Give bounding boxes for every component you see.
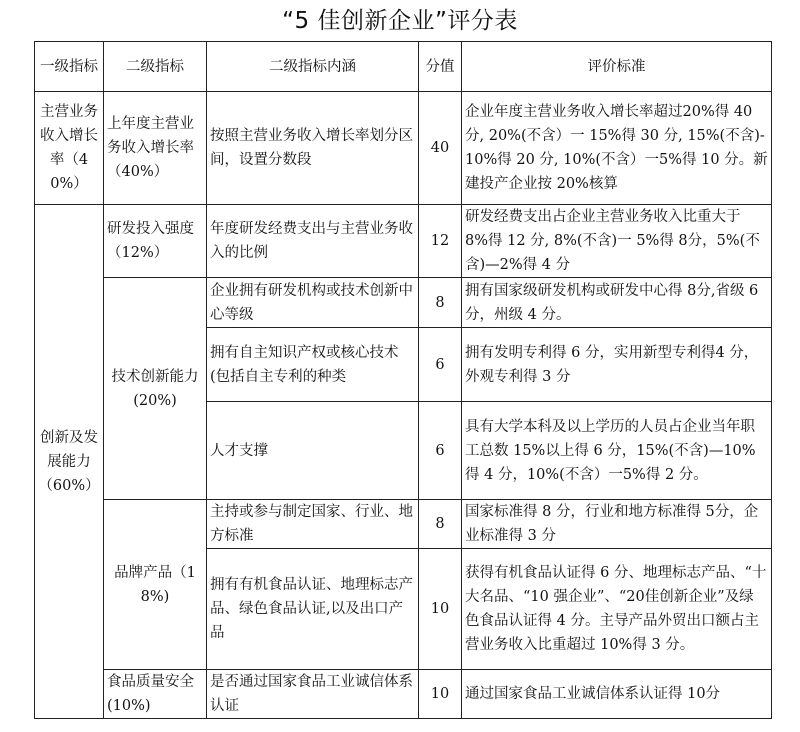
row-standard: 研发经费支出占企业主营业务收入比重大于 8%得 12 分, 8%(不含)一 5%得 8分，5%(不含)—2%得 4 分 [462, 205, 772, 278]
row-standard: 拥有发明专利得 6 分，实用新型专利得4 分，外观专利得 3 分 [462, 328, 772, 402]
sub-food-safety: 食品质量安全(10%) [104, 670, 207, 719]
row-score: 8 [419, 278, 462, 328]
row-standard: 企业年度主营业务收入增长率超过20%得 40 分, 20%(不含）一 15%得 30 分, 15%(不含)-10%得 20 分, 10%(不含）一5%得 10 分。新建投产企业按 20%核算 [462, 92, 772, 205]
row-standard: 通过国家食品工业诚信体系认证得 10分 [462, 670, 772, 719]
sub-tech-innovation: 技术创新能力(20%) [104, 278, 207, 500]
table-row [35, 92, 772, 205]
row-score: 12 [419, 205, 462, 278]
group-innovation: 创新及发展能力（60%） [35, 205, 104, 719]
header-content: 二级指标内涵 [207, 42, 419, 92]
sub-rd-intensity: 研发投入强度（12%） [104, 205, 207, 278]
table-row [35, 205, 772, 278]
sub-prev-year-growth: 上年度主营业务收入增长率（40%） [104, 92, 207, 205]
row-score: 10 [419, 549, 462, 670]
row-content: 主持或参与制定国家、行业、地方标准 [207, 500, 419, 549]
row-content: 年度研发经费支出与主营业务收入的比例 [207, 205, 419, 278]
sub-brand: 品牌产品（18%) [104, 500, 207, 670]
row-score: 6 [419, 402, 462, 500]
table-header-row [35, 42, 772, 92]
row-standard: 拥有国家级研发机构或研发中心得 8分,省级 6 分，州级 4 分。 [462, 278, 772, 328]
row-content: 人才支撑 [207, 402, 419, 500]
table-row [35, 278, 772, 328]
row-score: 6 [419, 328, 462, 402]
row-standard: 获得有机食品认证得 6 分、地理标志产品、“十大名品、“10 强企业”、“20佳创新企业”及绿色食品认证得 4 分。主导产品外贸出口额占主营业务收入比重超过 10%得 3 分。 [462, 549, 772, 670]
row-score: 10 [419, 670, 462, 719]
table-row [35, 500, 772, 549]
header-level1: 一级指标 [35, 42, 104, 92]
table-row [35, 670, 772, 719]
header-standard: 评价标准 [462, 42, 772, 92]
row-content: 拥有有机食品认证、地理标志产品、绿色食品认证,以及出口产品 [207, 549, 419, 670]
row-score: 40 [419, 92, 462, 205]
page-title: “5 佳创新企业”评分表 [282, 8, 518, 34]
row-standard: 具有大学本科及以上学历的人员占企业当年职工总数 15%以上得 6 分，15%(不含)—10%得 4 分，10%(不含）一5%得 2 分。 [462, 402, 772, 500]
row-content: 是否通过国家食品工业诚信体系认证 [207, 670, 419, 719]
row-content: 拥有自主知识产权或核心技术(包括自主专利的种类 [207, 328, 419, 402]
group-revenue: 主营业务收入增长率（40%） [35, 92, 104, 205]
row-score: 8 [419, 500, 462, 549]
scoring-table [34, 41, 772, 719]
row-content: 按照主营业务收入增长率划分区间，设置分数段 [207, 92, 419, 205]
row-content: 企业拥有研发机构或技术创新中心等级 [207, 278, 419, 328]
row-standard: 国家标准得 8 分，行业和地方标准得 5分，企业标准得 3 分 [462, 500, 772, 549]
header-score: 分值 [419, 42, 462, 92]
header-level2: 二级指标 [104, 42, 207, 92]
